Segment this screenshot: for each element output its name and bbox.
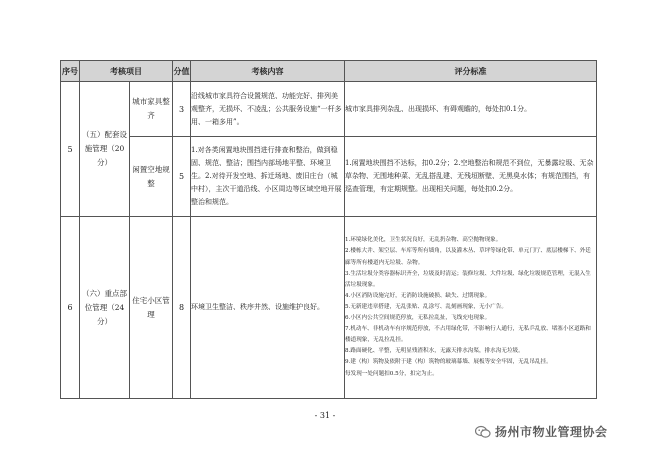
row-seq: 6 — [61, 217, 80, 399]
watermark-text: 扬州市物业管理协会 — [495, 425, 608, 439]
content-cell: 环境卫生整洁、秩序井然、设施维护良好。 — [191, 217, 345, 399]
sub-item-score: 5 — [173, 137, 191, 217]
row-seq: 5 — [61, 82, 80, 217]
header-standard: 评分标准 — [345, 61, 597, 82]
wechat-icon — [475, 425, 491, 439]
standard-cell: 城市家具排列杂乱、出现损坏、有碍观瞻的，每处扣0.1分。 — [345, 82, 597, 137]
category-cell: （五）配套设施管理（20分） — [80, 82, 130, 217]
content-cell: 1.对各类闲置地块围挡进行排查和整治，做到稳固、规范、整洁；围挡内部场地平整、环境卫生。2.对待开发空地、拆迁场地、废旧庄台（城中村），主次干道沿线、小区周边等区域空地开展整治和规范。 — [191, 137, 345, 217]
standard-line: 2.楼栋大井、架空层、车库等所有墙角，以及灌木丛、草坪等绿化带、单元门厅、底层楼梯下、外廷廊等所有楼道内无垃圾、杂物。 — [345, 248, 591, 266]
header-content: 考核内容 — [191, 61, 345, 82]
page-number: - 31 - — [314, 411, 336, 420]
standard-line: 9.建（构）筑物及依附于建（构）筑物的玻璃幕墙、展板等安全牢固，无乱吊乱挂。 — [345, 359, 552, 366]
table-header-row — [61, 61, 597, 82]
table-row — [61, 82, 597, 137]
table-row — [61, 217, 597, 399]
standard-line: 1.环境绿化美化，卫生状况良好，无乱扔杂物、高空抛物现象。 — [345, 237, 502, 244]
sub-item-score: 8 — [173, 217, 191, 399]
standard-line: 6.小区内公共空间规范停放，无私拉乱扯，飞线充电现象。 — [345, 315, 491, 322]
standard-cell: 1.闲置地块围挡不达标，扣0.2分；2.空地整治和规范不到位，无暴露垃圾、无杂草杂物、无围地种菜、无乱搭乱建、无残垣断壁、无黑臭水体；有规范围挡，有巡查管理，有定期规整。出现相关问题，每处扣0.2分。 — [345, 137, 597, 217]
assessment-table — [60, 60, 597, 399]
table-row — [61, 137, 597, 217]
standard-line: 5.无新建违章搭建，无乱张贴、乱涂写、乱刻画现象，无小广告。 — [345, 303, 507, 310]
watermark — [475, 423, 608, 440]
sub-item-score: 3 — [173, 82, 191, 137]
sub-item-name: 城市家具整齐 — [130, 82, 173, 137]
standard-line: 4.小区消防设施完好，无消防设施破损、缺失、过期现象。 — [345, 292, 491, 299]
header-score: 分值 — [173, 61, 191, 82]
header-seq: 序号 — [61, 61, 80, 82]
category-cell: （六）重点部位管理（24分） — [80, 217, 130, 399]
standard-line: 8.路面硬化、平整，无明显残渣积水，无露天排水沟渠，排水沟无垃圾。 — [345, 348, 524, 355]
header-item: 考核项目 — [80, 61, 173, 82]
standard-line: 7.机动车、非机动车有序规范停放，不占用绿化带，不影响行人通行，无私乒乱放、堵塞小区道路和楼道现象，无乱拉乱挂。 — [345, 326, 591, 344]
standard-cell — [345, 217, 597, 399]
sub-item-name: 住宅小区管理 — [130, 217, 173, 399]
standard-line: 3.生活垃圾分类容器标识齐全，垃圾及时清运；装修垃圾、大件垃圾、绿化垃圾规范管理，无混入生活垃圾现象。 — [345, 270, 591, 288]
standard-line: 每发现一处问题扣0.5分，扣完为止。 — [345, 370, 438, 377]
sub-item-name: 闲置空地规整 — [130, 137, 173, 217]
content-cell: 沿线城市家具符合设置规范、功能完好、排列美观整齐，无损坏、不凌乱；公共服务设施“一杆多用、一箱多用”。 — [191, 82, 345, 137]
